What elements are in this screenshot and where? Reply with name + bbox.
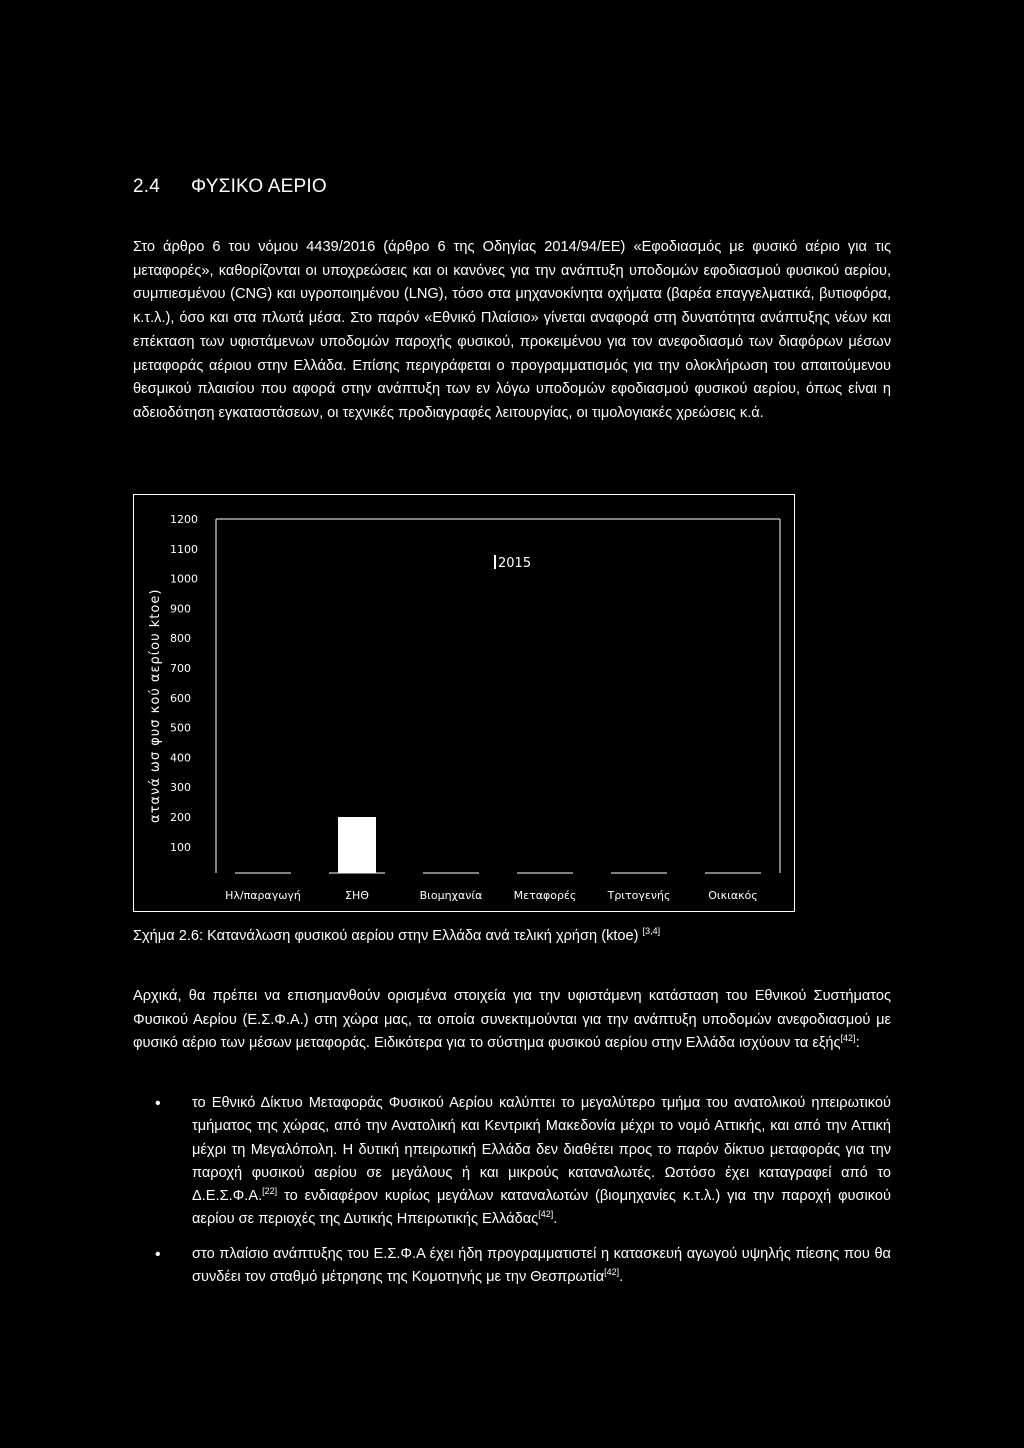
x-tick-label: ΣΗΘ (345, 889, 369, 902)
x-tick-label: Μεταφορές (513, 889, 577, 902)
section-number: 2.4 (133, 176, 161, 197)
list-item-text: το Εθνικό Δίκτυο Μεταφοράς Φυσικού Αερίου καλύπτει το μεγαλύτερο τμήμα του ανατολικού ηπειρωτικού τμήματος της χώρας, από την Ανατολική και Κεντρική Μακεδονία μέχρι το νομό Αττικής, και από την Αττική μέχρι τη Μεγαλόπολη. Η δυτική ηπειρωτική Ελλάδα δεν διαθέτει προς το παρόν δίκτυο μεταφοράς για την παροχή φυσικού αερίου σε μεγάλους ή και μικρούς καταναλωτές. Ωστόσο έχει καταγραφεί από το Δ.Ε.Σ.Φ.Α. (192, 1095, 891, 1205)
caption-reference: [3,4] (642, 926, 661, 936)
list-item (155, 1092, 891, 1232)
consumption-chart (134, 495, 794, 911)
list-item-tail: . (619, 1269, 624, 1286)
y-tick-label: 900 (170, 602, 191, 616)
y-tick-labels (170, 513, 198, 854)
y-axis-label-group (148, 589, 163, 823)
list-item-reference: [42] (604, 1267, 620, 1278)
caption-text: Σχήμα 2.6: Κατανάλωση φυσικού αερίου στην Ελλάδα ανά τελική χρήση (ktoe) (133, 928, 643, 944)
y-tick-label: 1100 (170, 542, 198, 556)
x-tick-label: Οικιακός (708, 889, 758, 902)
y-tick-label: 600 (170, 691, 191, 705)
list-item-tail: . (553, 1211, 558, 1228)
legend-label: 2015 (498, 556, 532, 571)
x-tick-label: Βιομηχανία (419, 889, 483, 902)
y-tick-label: 100 (170, 840, 191, 854)
system-paragraph-reference: [42] (840, 1033, 856, 1044)
list-item-text: στο πλαίσιο ανάπτυξης του Ε.Σ.Φ.Α έχει ήδη προγραμματιστεί η κατασκευή αγωγού υψηλής πίεσης που θα συνδέει τον σταθμό μέτρησης της Κομοτηνής με την Θεσπρωτία (192, 1245, 891, 1286)
list-item-reference: [22] (262, 1186, 278, 1197)
section-title: ΦΥΣΙΚΟ ΑΕΡΙΟ (191, 176, 327, 197)
section-heading (133, 176, 327, 198)
system-paragraph-text: Αρχικά, θα πρέπει να επισημανθούν ορισμένα στοιχεία για την υφιστάμενη κατάσταση του Εθνικού Συστήματος Φυσικού Αερίου (Ε.Σ.Φ.Α.) στη χώρα μας, τα οποία συνεκτιμούνται για την ανάπτυξη υποδομών ανεφοδιασμού με φυσικό αέριο των μέσων μεταφοράς. Ειδικότερα για το σύστημα φυσικού αερίου στην Ελλάδα ισχύουν τα εξής (133, 988, 891, 1052)
system-paragraph (133, 985, 891, 1056)
y-tick-label: 300 (170, 781, 191, 795)
y-axis-label: ατανά ωσ φυσ κού αερίου ktoe) (148, 588, 163, 823)
list-item-text: το ενδιαφέρον κυρίως μεγάλων καταναλωτών (βιομηχανίες κ.τ.λ.) για την παροχή φυσικού αερίου σε περιοχές της Δυτικής Ηπειρωτικής Ελλάδας (192, 1188, 891, 1228)
bullet-marker: • (155, 1095, 161, 1112)
bullet-list (155, 1092, 891, 1300)
intro-paragraph: Στο άρθρο 6 του νόμου 4439/2016 (άρθρο 6 της Οδηγίας 2014/94/ΕΕ) «Εφοδιασμός με φυσικό αέριο για τις μεταφορές», καθορίζονται οι υποχρεώσεις και οι κανόνες για την ανάπτυξη υποδομών εφοδιασμού φυσικού αερίου, συμπιεσμένου (CNG) και υγροποιημένου (LNG), τόσο στα μηχανοκίνητα οχήματα (βαρέα επαγγελματικά, βυτιοφόρα, κ.τ.λ.), όσο και στα πλωτά μέσα. Στο παρόν «Εθνικό Πλαίσιο» γίνεται αναφορά στη δυνατότητα ανάπτυξης νέων και επέκταση των υφιστάμενων υποδομών παροχής φυσικού, προκειμένου για τον ανεφοδιασμό των διαφόρων μέσων μεταφοράς αέριου στην Ελλάδα. Επίσης περιγράφεται ο προγραμματισμός για την ολοκλήρωση του απαιτούμενου θεσμικού πλαισίου που αφορά στην ανάπτυξη των εν λόγω υποδομών εφοδιασμού φυσικού αερίου, όπως είναι η αδειοδότηση εγκαταστάσεων, οι τεχνικές προδιαγραφές λειτουργίας, οι τιμολογιακές χρεώσεις κ.ά. (133, 239, 891, 421)
list-item-reference: [42] (538, 1209, 554, 1220)
y-tick-label: 1000 (170, 572, 198, 586)
x-tick-label: Τριτογενής (607, 889, 671, 902)
bar (338, 817, 376, 873)
bars (235, 817, 761, 873)
x-tick-label: Ηλ/παραγωγή (225, 889, 301, 902)
y-tick-label: 400 (170, 751, 191, 765)
y-tick-label: 500 (170, 721, 191, 735)
plot-frame (216, 519, 780, 873)
y-tick-label: 200 (170, 811, 191, 824)
y-tick-label: 1200 (170, 513, 198, 526)
y-tick-label: 700 (170, 662, 191, 675)
x-tick-labels (225, 889, 758, 902)
chart-frame (133, 494, 795, 912)
y-tick-label: 800 (170, 632, 191, 646)
figure-caption (133, 928, 660, 944)
legend-swatch (494, 555, 496, 569)
list-item (155, 1243, 891, 1290)
legend (494, 555, 531, 571)
bullet-marker: • (155, 1245, 161, 1263)
system-paragraph-tail: : (855, 1035, 860, 1052)
